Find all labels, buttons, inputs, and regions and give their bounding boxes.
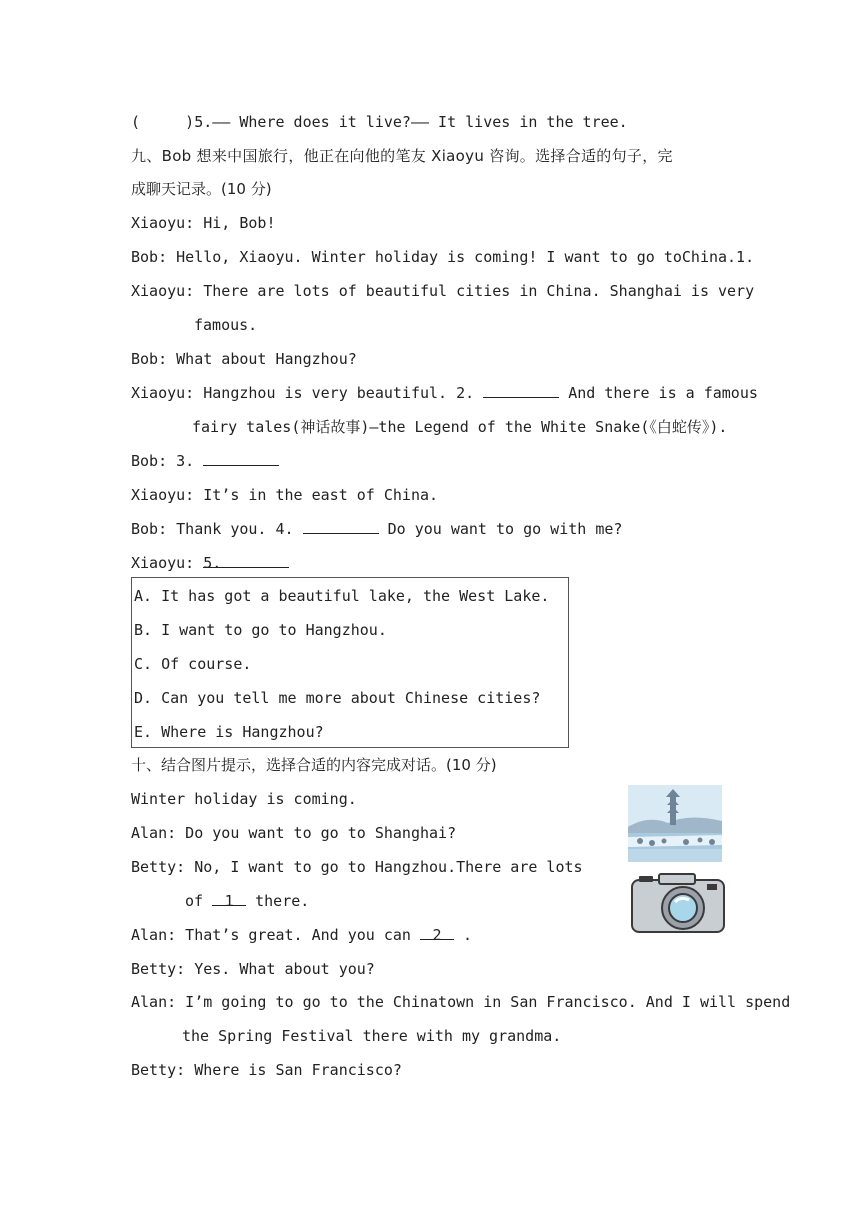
dialogue-line: Betty: Yes. What about you? [131,960,375,978]
dialogue-line [131,519,622,539]
answer-blank-5[interactable]: 5. [203,553,289,568]
dialogue-line [131,925,472,945]
dialogue-text: of [185,892,204,910]
option-d: D. Can you tell me more about Chinese cities? [134,689,541,707]
dialogue-line-continued [185,891,309,911]
question-5-line [131,112,628,132]
dialogue-line: Winter holiday is coming. [131,790,357,808]
dialogue-line: Xiaoyu: Hi, Bob! [131,214,276,232]
dialogue-line: Alan: I’m going to go to the Chinatown in San Francisco. And I will spend [131,993,791,1011]
option-c: C. Of course. [134,655,252,673]
dialogue-line [131,553,289,573]
answer-blank-3[interactable] [203,451,279,466]
dialogue-text: Do you want to go with me? [387,520,623,538]
dialogue-line: Bob: What about Hangzhou? [131,350,357,368]
dialogue-line [131,383,758,403]
dialogue-text: Bob: Thank you. 4. [131,520,294,538]
dialogue-text: And there is a famous [568,384,758,402]
dialogue-line: Bob: Hello, Xiaoyu. Winter holiday is coming! I want to go toChina.1. [131,248,755,266]
answer-blank-2[interactable]: 2 [420,925,454,940]
section-9-heading-line1: 九、Bob 想来中国旅行，他正在向他的笔友 Xiaoyu 咨询。选择合适的句子，完 [131,147,673,165]
dialogue-line: Alan: Do you want to go to Shanghai? [131,824,457,842]
dialogue-text: Xiaoyu: [131,554,204,572]
answer-blank-1[interactable]: 1 [212,891,246,906]
option-e: E. Where is Hangzhou? [134,723,324,741]
dialogue-text: Bob: 3. [131,452,195,470]
answer-parentheses: ( ) [131,113,195,131]
west-lake-pagoda-image [628,785,722,862]
dialogue-line: Betty: No, I want to go to Hangzhou.There are lots [131,858,583,876]
dialogue-line [131,451,279,471]
dialogue-text: Alan: That’s great. And you can [131,926,411,944]
section-10-heading: 十、结合图片提示，选择合适的内容完成对话。(10 分) [131,756,497,774]
camera-image [631,872,725,934]
answer-blank-4[interactable] [303,519,379,534]
dialogue-text: there. [255,892,310,910]
answer-blank-2[interactable] [483,383,559,398]
dialogue-text: . [463,926,473,944]
dialogue-line-continued: famous. [194,316,258,334]
dialogue-text: Xiaoyu: Hangzhou is very beautiful. 2. [131,384,475,402]
dialogue-line-continued: fairy tales(神话故事)—the Legend of the White Snake(《白蛇传》). [192,418,728,436]
dialogue-line-continued: the Spring Festival there with my grandma. [182,1027,562,1045]
dialogue-line: Xiaoyu: There are lots of beautiful cities in China. Shanghai is very [131,282,755,300]
dialogue-line: Xiaoyu: It’s in the east of China. [131,486,439,504]
dialogue-line: Betty: Where is San Francisco? [131,1061,402,1079]
section-9-heading-line2: 成聊天记录。(10 分) [131,180,272,198]
option-a: A. It has got a beautiful lake, the West Lake. [134,587,550,605]
question-5-text: 5.—— Where does it live?—— It lives in the tree. [194,113,628,131]
option-b: B. I want to go to Hangzhou. [134,621,387,639]
